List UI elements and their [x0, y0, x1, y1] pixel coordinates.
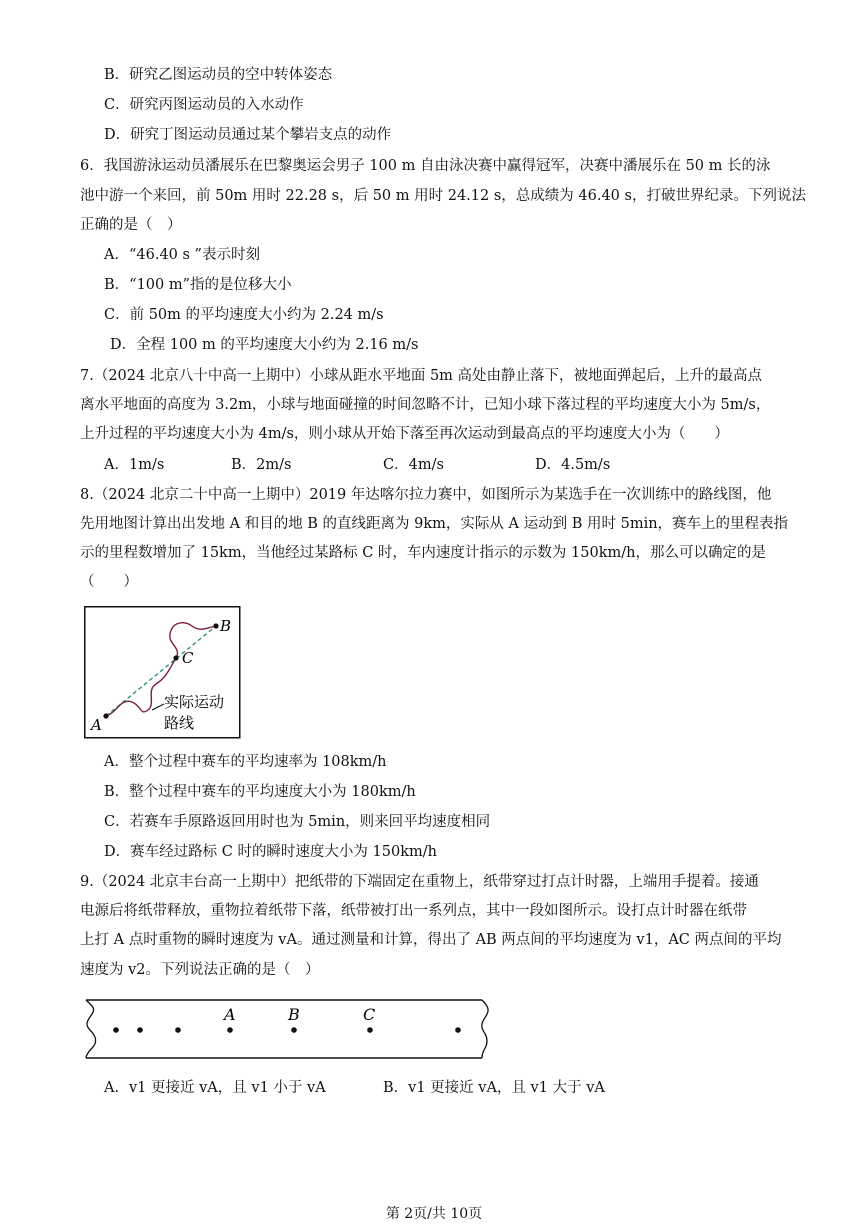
- q9-option-a: A．v1 更接近 vA，且 v1 小于 vA: [104, 1080, 326, 1096]
- q7-option-d: D．4.5m/s: [535, 457, 611, 473]
- q8-stem-line2: 先用地图计算出出发地 A 和目的地 B 的直线距离为 9km，实际从 A 运动到 B 用时 5min，赛车上的里程表指: [80, 516, 789, 532]
- tape-dot-b: [291, 1027, 297, 1033]
- tape-dot: [175, 1027, 181, 1033]
- caption-pointer: [152, 704, 164, 710]
- tape-dot-c: [367, 1027, 373, 1033]
- q6-option-d: D．全程 100 m 的平均速度大小约为 2.16 m/s: [110, 337, 419, 353]
- q9-option-b: B．v1 更接近 vA，且 v1 大于 vA: [383, 1080, 605, 1096]
- q5-option-d: D．研究丁图运动员通过某个攀岩支点的动作: [104, 127, 392, 143]
- label-b: B: [220, 617, 232, 635]
- tape-label-c: C: [363, 1005, 376, 1024]
- tape-edges: [86, 1000, 482, 1058]
- q6-stem-line2: 池中游一个来回，前 50m 用时 22.28 s，后 50 m 用时 24.12 s，总成绩为 46.40 s，打破世界纪录。下列说法: [80, 188, 806, 204]
- q7-stem-line3: 上升过程的平均速度大小为 4m/s，则小球从开始下落至再次运动到最高点的平均速度大小为（ ）: [80, 426, 729, 442]
- label-a: A: [91, 716, 102, 734]
- tape-dot: [137, 1027, 143, 1033]
- tape-left-tear: [86, 1000, 96, 1058]
- q9-stem-line4: 速度为 v2。下列说法正确的是（ ）: [80, 962, 320, 978]
- caption-line1: 实际运动: [164, 693, 225, 711]
- q8-option-b: B．整个过程中赛车的平均速度大小为 180km/h: [104, 784, 416, 800]
- q9-stem-line3: 上打 A 点时重物的瞬时速度为 vA。通过测量和计算，得出了 AB 两点间的平均速度为 v1，AC 两点间的平均: [80, 932, 782, 948]
- q7-stem-line2: 离水平地面的高度为 3.2m，小球与地面碰撞的时间忽略不计，已知小球下落过程的平均速度大小为 5m/s，: [80, 397, 771, 413]
- q5-option-c: C．研究丙图运动员的入水动作: [104, 97, 304, 113]
- q9-stem-line1: 9.（2024 北京丰台高一上期中）把纸带的下端固定在重物上，纸带穿过打点计时器，上端用手提着。接通: [80, 874, 759, 890]
- point-a: [103, 713, 108, 718]
- q8-option-c: C．若赛车手原路返回用时也为 5min，则来回平均速度相同: [104, 814, 491, 830]
- tape-right-tear: [482, 1000, 488, 1058]
- q6-option-c: C．前 50m 的平均速度大小约为 2.24 m/s: [104, 307, 384, 323]
- q5-option-b: B．研究乙图运动员的空中转体姿态: [104, 67, 333, 83]
- q8-stem-line4: （ ）: [80, 574, 138, 590]
- tape-label-a: A: [224, 1005, 236, 1024]
- q7-option-c: C．4m/s: [383, 457, 444, 473]
- point-c: [173, 655, 178, 660]
- tape-dot: [455, 1027, 461, 1033]
- page-number-footer: 第 2页/共 10页: [385, 1206, 483, 1222]
- q6-option-b: B．“100 m”指的是位移大小: [104, 277, 292, 293]
- q7-stem-line1: 7.（2024 北京八十中高一上期中）小球从距水平地面 5m 高处由静止落下，被地面弹起后，上升的最高点: [80, 368, 763, 384]
- caption-line2: 路线: [164, 714, 195, 732]
- q9-stem-line2: 电源后将纸带释放，重物拉着纸带下落，纸带被打出一系列点，其中一段如图所示。设打点计时器在纸带: [80, 903, 747, 919]
- q8-option-a: A．整个过程中赛车的平均速率为 108km/h: [104, 754, 387, 770]
- q8-stem-line1: 8.（2024 北京二十中高一上期中）2019 年达喀尔拉力赛中，如图所示为某选手在一次训练中的路线图，他: [80, 487, 772, 503]
- q8-stem-line3: 示的里程数增加了 15km，当他经过某路标 C 时，车内速度计指示的示数为 150km/h，那么可以确定的是: [80, 545, 766, 561]
- label-c: C: [182, 649, 194, 667]
- q7-option-a: A．1m/s: [104, 457, 165, 473]
- tape-dot-a: [227, 1027, 233, 1033]
- tape-label-b: B: [288, 1005, 300, 1024]
- q8-option-d: D．赛车经过路标 C 时的瞬时速度大小为 150km/h: [104, 844, 437, 860]
- q6-stem-line1: 6．我国游泳运动员潘展乐在巴黎奥运会男子 100 m 自由泳决赛中赢得冠军，决赛中潘展乐在 50 m 长的泳: [80, 158, 771, 174]
- q8-route-figure: [84, 606, 242, 740]
- q7-option-b: B．2m/s: [231, 457, 292, 473]
- q9-paper-tape-figure: [80, 996, 490, 1066]
- point-b: [213, 623, 218, 628]
- q6-stem-line3: 正确的是（ ）: [80, 217, 182, 233]
- q6-option-a: A．“46.40 s ”表示时刻: [104, 247, 260, 263]
- tape-dot: [113, 1027, 119, 1033]
